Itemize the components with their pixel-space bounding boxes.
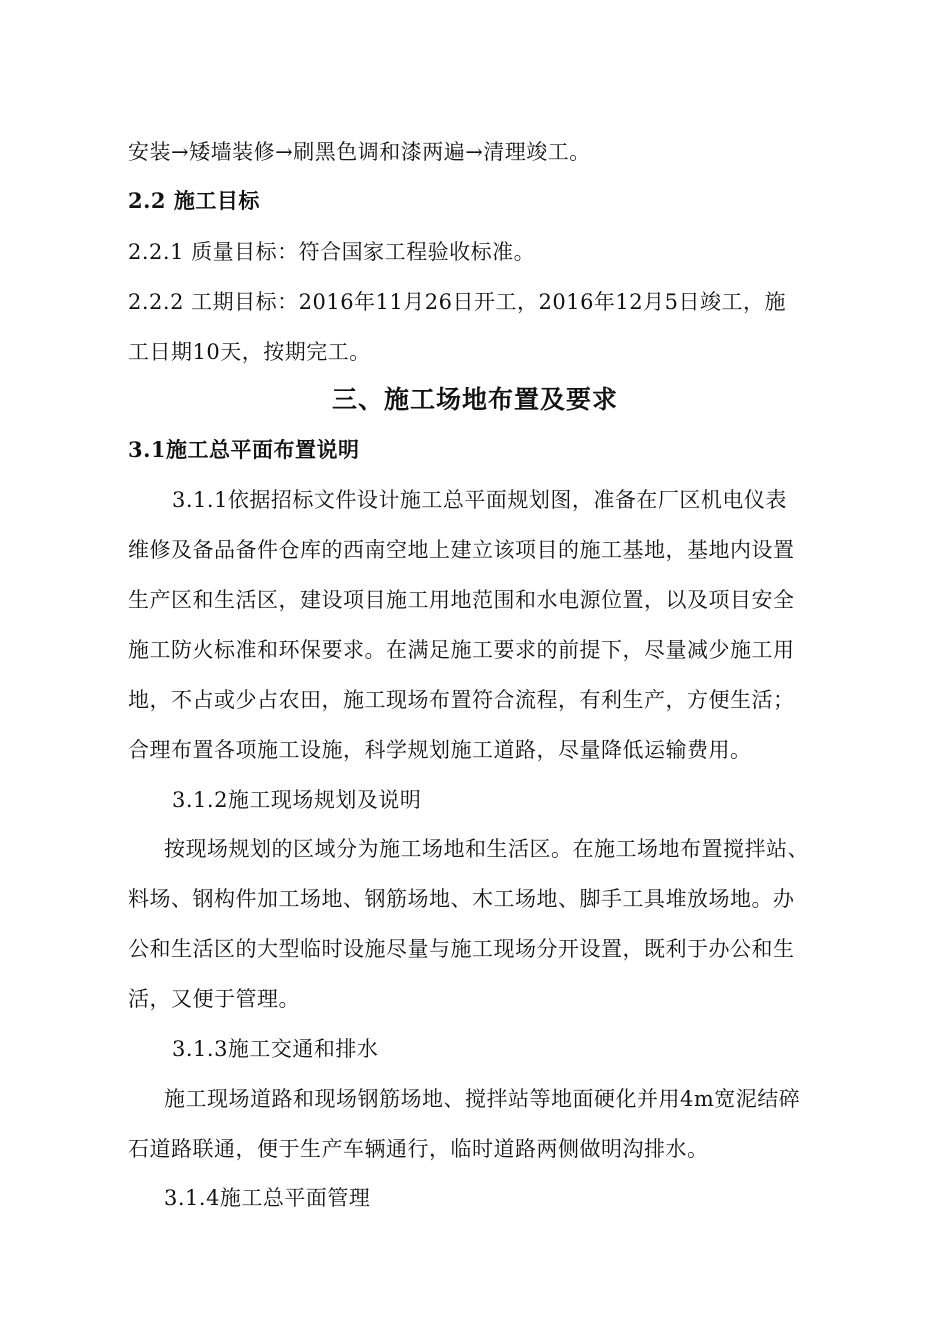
paragraph-line: 施工防火标准和环保要求。在满足施工要求的前提下，尽量减少施工用 [128,638,795,662]
paragraph-line: 生产区和生活区，建设项目施工用地范围和水电源位置，以及项目安全 [128,588,795,612]
paragraph-line: 工日期10天，按期完工。 [128,340,371,364]
paragraph-line: 施工现场道路和现场钢筋场地、搅拌站等地面硬化并用4m宽泥结碎 [164,1087,801,1111]
paragraph-line: 安装→矮墙装修→刷黑色调和漆两遍→清理竣工。 [128,140,591,164]
paragraph-line: 活，又便于管理。 [128,987,300,1011]
subsection-heading-3-1-2: 3.1.2施工现场规划及说明 [172,788,422,812]
paragraph-line: 合理布置各项施工设施，科学规划施工道路，尽量降低运输费用。 [128,738,752,762]
paragraph-line: 公和生活区的大型临时设施尽量与施工现场分开设置，既利于办公和生 [128,937,795,961]
paragraph-line: 石道路联通，便于生产车辆通行，临时道路两侧做明沟排水。 [128,1137,709,1161]
section-heading-2-2: 2.2 施工目标 [128,188,260,213]
paragraph-line: 2.2.1 质量目标：符合国家工程验收标准。 [128,240,536,264]
paragraph-line: 2.2.2 工期目标：2016年11月26日开工，2016年12月5日竣工，施 [128,290,787,314]
paragraph-line: 维修及备品备件仓库的西南空地上建立该项目的施工基地，基地内设置 [128,538,795,562]
paragraph-line: 按现场规划的区域分为施工场地和生活区。在施工场地布置搅拌站、 [164,837,809,861]
subsection-heading-3-1-3: 3.1.3施工交通和排水 [172,1037,379,1061]
paragraph-line: 料场、钢构件加工场地、钢筋场地、木工场地、脚手工具堆放场地。办 [128,887,795,911]
chapter-title: 三、施工场地布置及要求 [331,385,618,414]
paragraph-line: 地，不占或少占农田，施工现场布置符合流程，有利生产，方便生活； [128,688,795,712]
section-heading-3-1: 3.1施工总平面布置说明 [128,437,360,462]
subsection-heading-3-1-4: 3.1.4施工总平面管理 [164,1186,371,1210]
paragraph-line: 3.1.1依据招标文件设计施工总平面规划图，准备在厂区机电仪表 [172,488,787,512]
